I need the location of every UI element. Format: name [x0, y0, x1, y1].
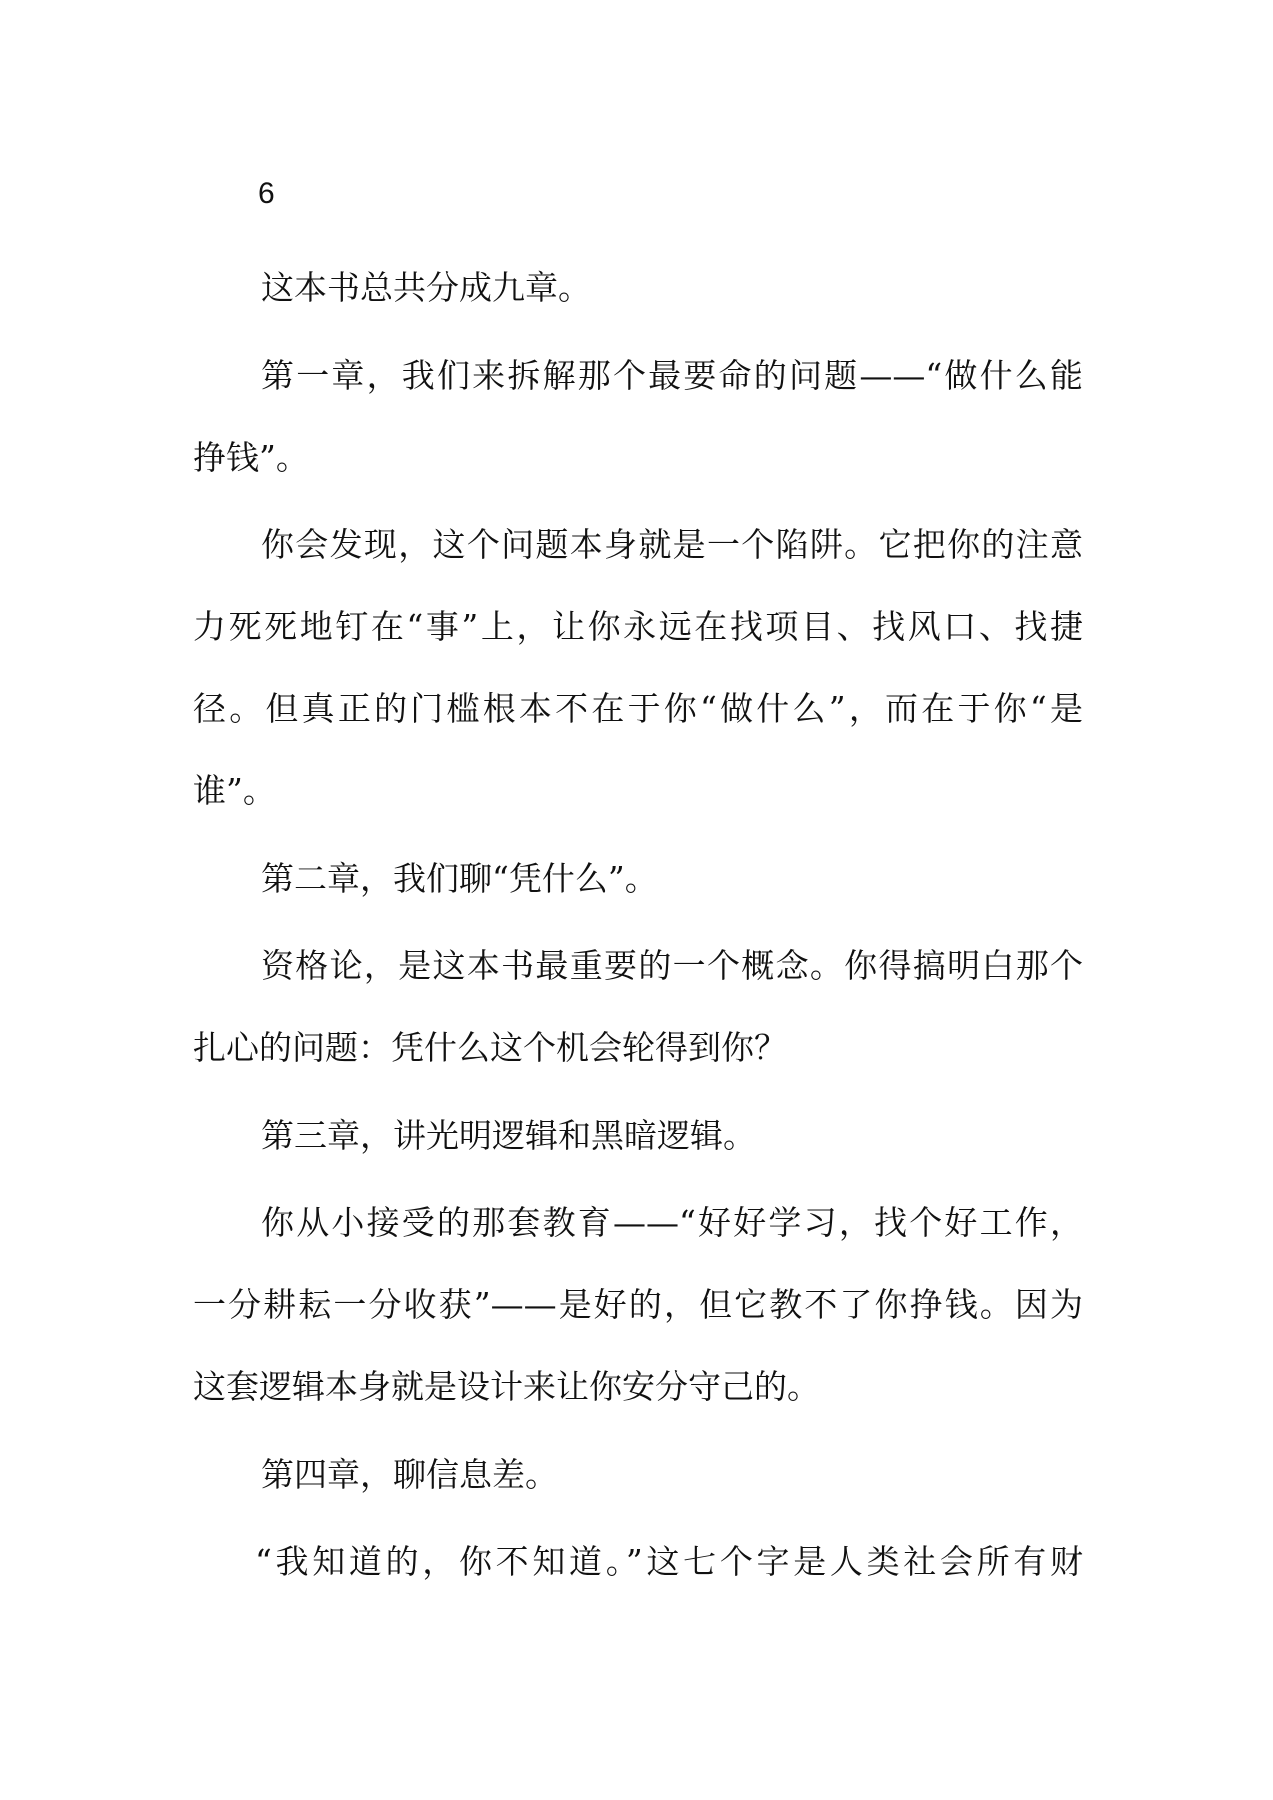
paragraph-line: 你会发现，这个问题本身就是一个陷阱。它把你的注意 [261, 525, 1083, 564]
paragraph-line: 你从小接受的那套教育——“好好学习，找个好工作， [261, 1203, 1083, 1242]
paragraph-line: 资格论，是这本书最重要的一个概念。你得搞明白那个 [261, 946, 1083, 985]
paragraph-line: “我知道的，你不知道。”这七个字是人类社会所有财 [255, 1542, 1083, 1581]
paragraph-line: 一分耕耘一分收获”——是好的，但它教不了你挣钱。因为 [193, 1285, 1083, 1324]
paragraph-line: 第一章，我们来拆解那个最要命的问题——“做什么能 [261, 356, 1083, 395]
paragraph-line: 第二章，我们聊“凭什么”。 [261, 859, 658, 898]
paragraph-line: 这套逻辑本身就是设计来让你安分守己的。 [193, 1367, 820, 1406]
paragraph-line: 第四章，聊信息差。 [261, 1455, 558, 1494]
paragraph-line: 扎心的问题：凭什么这个机会轮得到你？ [193, 1028, 787, 1067]
page-number: 6 [258, 177, 275, 210]
paragraph-line: 谁”。 [193, 771, 276, 810]
paragraph-line: 第三章，讲光明逻辑和黑暗逻辑。 [261, 1116, 756, 1155]
paragraph-line: 力死死地钉在“事”上，让你永远在找项目、找风口、找捷 [193, 607, 1083, 646]
paragraph-line: 这本书总共分成九章。 [261, 268, 591, 307]
paragraph-line: 挣钱”。 [193, 438, 309, 477]
paragraph-line: 径。但真正的门槛根本不在于你“做什么”，而在于你“是 [193, 689, 1083, 728]
